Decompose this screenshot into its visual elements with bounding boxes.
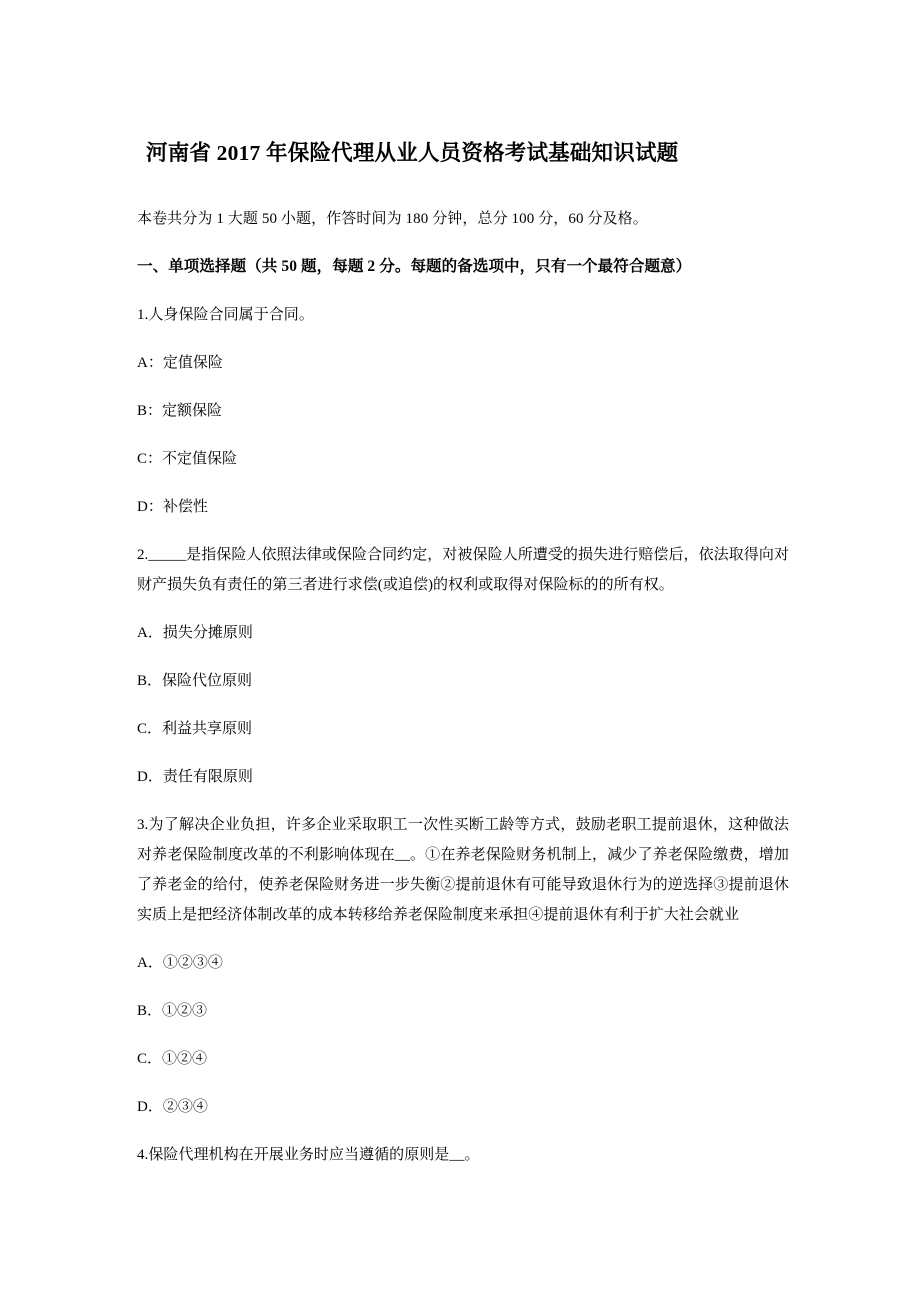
option-list [137, 618, 789, 792]
option-text: 不定值保险 [162, 451, 238, 467]
document-content [137, 138, 789, 1170]
option-label: C． [137, 1051, 163, 1067]
option-label: C． [137, 721, 163, 737]
option-text: 定值保险 [162, 355, 223, 371]
option-label: D． [137, 1099, 163, 1115]
question-item [137, 540, 789, 792]
option-item[interactable] [137, 1092, 789, 1122]
option-text: ①②③④ [162, 955, 223, 971]
option-item[interactable] [137, 396, 789, 426]
option-item[interactable] [137, 666, 789, 696]
question-text: 2._____是指保险人依照法律或保险合同约定，对被保险人所遭受的损失进行赔偿后，依法取得向对财产损失负有责任的第三者进行求偿(或追偿)的权利或取得对保险标的的所有权。 [137, 547, 789, 593]
option-label: A． [137, 955, 163, 971]
option-item[interactable] [137, 348, 789, 378]
question-text: 4.保险代理机构在开展业务时应当遵循的原则是__。 [137, 1147, 480, 1163]
option-text: 保险代位原则 [162, 673, 253, 689]
option-item[interactable] [137, 444, 789, 474]
option-label: D： [137, 499, 163, 515]
exam-instructions: 本卷共分为 1 大题 50 小题，作答时间为 180 分钟，总分 100 分，60 分及格。 [137, 211, 648, 227]
option-label: B： [137, 403, 163, 419]
option-label: C： [137, 451, 163, 467]
option-item[interactable] [137, 1044, 789, 1074]
option-item[interactable] [137, 996, 789, 1026]
option-text: ②③④ [162, 1099, 208, 1115]
question-text: 3.为了解决企业负担，许多企业采取职工一次性买断工龄等方式，鼓励老职工提前退休，这种做法对养老保险制度改革的不利影响体现在__。①在养老保险财务机制上，减少了养老保险缴费，增加了养老金的给付，使养老保险财务进一步失衡②提前退休有可能导致退休行为的逆选择③提前退休实质上是把经济体制改革的成本转移给养老保险制度来承担④提前退休有利于扩大社会就业 [137, 817, 789, 923]
option-item[interactable] [137, 618, 789, 648]
option-label: A： [137, 355, 163, 371]
option-item[interactable] [137, 492, 789, 522]
question-text: 1.人身保险合同属于合同。 [137, 307, 314, 323]
option-list [137, 948, 789, 1122]
question-item [137, 1140, 789, 1170]
option-text: 定额保险 [162, 403, 223, 419]
option-list [137, 348, 789, 522]
option-item[interactable] [137, 762, 789, 792]
option-label: B． [137, 673, 163, 689]
option-label: A． [137, 625, 163, 641]
question-item [137, 810, 789, 1122]
option-text: ①②③ [162, 1003, 208, 1019]
option-item[interactable] [137, 714, 789, 744]
option-text: ①②④ [162, 1051, 208, 1067]
question-item [137, 300, 789, 522]
option-text: 责任有限原则 [162, 769, 253, 785]
option-label: B． [137, 1003, 163, 1019]
section-heading-single-choice: 一、单项选择题（共 50 题，每题 2 分。每题的备选项中，只有一个最符合题意） [137, 258, 692, 275]
option-label: D． [137, 769, 163, 785]
option-text: 补偿性 [162, 499, 208, 515]
option-item[interactable] [137, 948, 789, 978]
option-text: 利益共享原则 [162, 721, 253, 737]
page-title: 河南省 2017 年保险代理从业人员资格考试基础知识试题 [146, 141, 679, 165]
option-text: 损失分摊原则 [162, 625, 253, 641]
